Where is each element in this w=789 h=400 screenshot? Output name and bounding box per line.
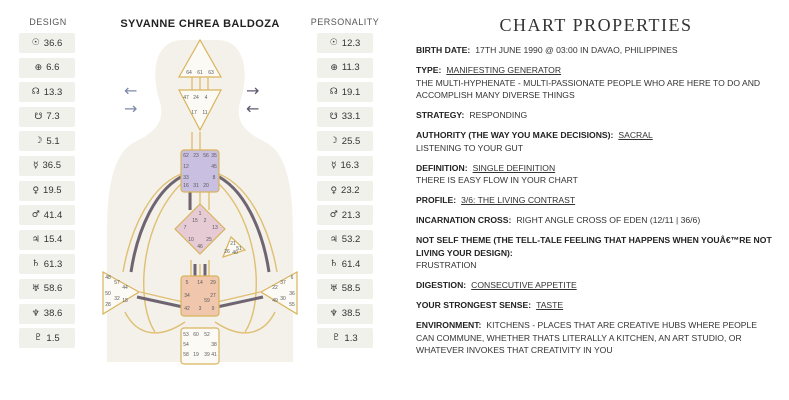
gate-number: 35 (211, 153, 217, 159)
property-link[interactable]: TASTE (536, 300, 564, 310)
gate-number: 36 (289, 291, 295, 297)
gate-number: 57 (114, 280, 120, 286)
planet-gate-value: 38.6 (43, 308, 63, 320)
planet-row (317, 230, 373, 250)
gate-number: 10 (188, 237, 194, 243)
uranus-icon: ♅ (31, 283, 40, 294)
planet-gate-value: 7.3 (46, 111, 60, 123)
planet-gate-value: 41.4 (43, 209, 63, 221)
property-label: DIGESTION: (416, 280, 467, 290)
sun-icon: ☉ (31, 38, 40, 48)
planet-gate-value: 5.1 (46, 135, 60, 147)
gate-number: 6 (290, 275, 294, 281)
property-label: ENVIRONMENT: (416, 320, 482, 330)
planet-gate-value: 33.1 (341, 111, 361, 123)
property-description: LISTENING TO YOUR GUT (416, 142, 523, 153)
planet-row (19, 33, 75, 53)
planet-gate-value: 58.5 (341, 283, 361, 295)
gate-number: 54 (183, 342, 189, 348)
property-link[interactable]: CONSECUTIVE APPETITE (471, 280, 577, 290)
chart-properties-title: CHART PROPERTIES (499, 15, 693, 35)
jupiter-icon: ♃ (329, 234, 338, 245)
gate-number: 8 (212, 175, 216, 181)
planet-gate-value: 16.3 (340, 160, 360, 172)
planet-gate-value: 53.2 (341, 234, 361, 246)
gate-number: 26 (224, 249, 230, 255)
planet-row (317, 107, 373, 127)
gate-number: 47 (183, 95, 189, 101)
property-row (416, 64, 776, 102)
planet-row (317, 156, 373, 176)
mercury-icon: ☿ (330, 160, 337, 171)
pluto-icon: ♇ (332, 333, 341, 344)
uranus-icon: ♅ (329, 283, 338, 294)
gate-number: 44 (122, 285, 128, 291)
planet-row (19, 230, 75, 250)
gate-number: 23 (193, 153, 199, 159)
planet-gate-value: 15.4 (43, 234, 63, 246)
gate-number: 33 (183, 175, 189, 181)
planet-gate-value: 19.5 (43, 185, 62, 197)
planet-row (317, 131, 373, 151)
planet-gate-value: 36.5 (42, 160, 62, 172)
saturn-icon: ♄ (329, 259, 338, 270)
personality-column-label: PERSONALITY (310, 17, 380, 27)
north-node-icon: ☊ (31, 87, 40, 98)
planet-row (317, 58, 373, 78)
arrow-left-icon: ← (124, 81, 138, 100)
gate-number: 21 (230, 241, 236, 247)
venus-icon: ♀ (330, 185, 338, 196)
planet-row (19, 181, 75, 201)
property-description: THERE IS EASY FLOW IN YOUR CHART (416, 175, 578, 185)
planet-gate-value: 21.3 (341, 209, 361, 221)
gate-number: 29 (210, 280, 216, 286)
gate-number: 40 (232, 250, 238, 256)
planet-gate-value: 1.3 (344, 332, 358, 344)
gate-number: 49 (272, 298, 278, 304)
gate-number: 12 (183, 164, 189, 170)
gate-number: 17 (191, 110, 197, 116)
design-column-label: DESIGN (29, 17, 67, 27)
property-row (416, 44, 776, 57)
planet-row (317, 33, 373, 53)
earth-icon: ⊕ (34, 62, 43, 73)
property-row (416, 299, 776, 312)
gate-number: 38 (211, 342, 217, 348)
planet-row (19, 131, 75, 151)
south-node-icon: ☋ (34, 111, 43, 122)
gate-number: 14 (197, 280, 203, 286)
gate-number: 45 (211, 164, 217, 170)
planet-row (19, 279, 75, 299)
earth-icon: ⊕ (330, 62, 338, 73)
planet-gate-value: 6.6 (46, 62, 60, 74)
property-label: INCARNATION CROSS: (416, 215, 512, 225)
gate-number: 51 (236, 246, 242, 252)
property-label: STRATEGY: (416, 110, 465, 120)
property-value: RESPONDING (469, 110, 528, 120)
planet-row (317, 181, 373, 201)
gate-number: 30 (280, 296, 286, 302)
property-link[interactable]: MANIFESTING GENERATOR (446, 65, 562, 75)
property-row (416, 162, 776, 187)
property-description: THE MULTI-HYPHENATE - MULTI-PASSIONATE PEOPLE WHO ARE HERE TO DO AND ACCOMPLISH MANY DIVERSE THINGS (416, 77, 761, 100)
planet-gate-value: 13.3 (43, 86, 63, 98)
gate-number: 11 (202, 110, 208, 116)
planet-row (19, 107, 75, 127)
gate-number: 32 (114, 296, 120, 302)
gate-number: 42 (184, 306, 190, 312)
gate-number: 20 (203, 183, 209, 189)
planet-gate-value: 1.5 (46, 332, 60, 344)
planet-row (317, 254, 373, 274)
gate-number: 15 (192, 218, 198, 224)
gate-number: 13 (212, 225, 218, 231)
gate-number: 52 (204, 332, 210, 338)
gate-number: 46 (197, 244, 203, 250)
chart-properties-list (416, 44, 776, 357)
gate-number: 19 (193, 352, 199, 358)
planet-row (317, 82, 373, 102)
south-node-icon: ☋ (329, 111, 338, 122)
north-node-icon: ☊ (329, 87, 338, 98)
gate-number: 3 (198, 306, 202, 312)
planet-row (317, 279, 373, 299)
jupiter-icon: ♃ (31, 234, 40, 245)
property-label: YOUR STRONGEST SENSE: (416, 300, 532, 310)
bodygraph-chart (95, 32, 305, 392)
neptune-icon: ♆ (329, 308, 338, 319)
mars-icon: ♂ (31, 210, 40, 221)
planet-gate-value: 11.3 (341, 62, 360, 74)
planet-row (19, 254, 75, 274)
gate-number: 48 (105, 275, 111, 281)
property-row (416, 234, 776, 272)
planet-gate-value: 23.2 (341, 185, 360, 197)
gate-number: 39 (204, 352, 210, 358)
moon-icon: ☽ (329, 136, 338, 147)
gate-number: 56 (203, 153, 209, 159)
property-label: NOT SELF THEME (THE TELL-TALE FEELING THAT HAPPENS WHEN YOUÂ€™RE NOT LIVING YOUR DESIGN): (416, 235, 772, 258)
planet-gate-value: 58.6 (43, 283, 63, 295)
gate-number: 60 (193, 332, 199, 338)
property-row (416, 214, 776, 227)
gate-number: 22 (272, 285, 278, 291)
gate-number: 18 (122, 298, 128, 304)
property-link[interactable]: SINGLE DEFINITION (472, 162, 556, 173)
property-row (416, 129, 776, 154)
gate-number: 61 (197, 70, 203, 76)
property-value: 17TH JUNE 1990 @ 03:00 IN DAVAO, PHILIPPINES (475, 45, 678, 55)
gate-number: 4 (204, 95, 208, 101)
arrow-right-icon: → (124, 99, 138, 118)
planet-gate-value: 36.6 (43, 37, 63, 49)
personality-planets-list (317, 33, 373, 353)
chart-properties-panel (416, 15, 776, 364)
planet-gate-value: 19.1 (341, 86, 361, 98)
planet-row (19, 304, 75, 324)
gate-number: 63 (208, 70, 214, 76)
property-label: AUTHORITY (THE WAY YOU MAKE DECISIONS): (416, 130, 614, 140)
planet-gate-value: 61.4 (341, 258, 361, 270)
gate-number: 16 (183, 183, 189, 189)
planet-row (19, 58, 75, 78)
gate-number: 9 (211, 306, 215, 312)
sun-icon: ☉ (329, 38, 338, 48)
property-label: PROFILE: (416, 195, 457, 205)
planet-row (317, 304, 373, 324)
planet-gate-value: 12.3 (341, 37, 361, 49)
gate-number: 58 (183, 352, 189, 358)
property-value: KITCHENS - PLACES THAT ARE CREATIVE HUBS WHERE PEOPLE CAN COMMUNE, WHETHER THATS LITERALLY A KITCHEN, AN ART STUDIO, OR WHATEVER INVOKES THAT CREATIVITY IN YOU (416, 320, 758, 355)
planet-row (317, 205, 373, 225)
gate-number: 7 (183, 225, 187, 231)
chart-owner-name: SYVANNE CHREA BALDOZA (120, 18, 280, 30)
planet-gate-value: 38.5 (341, 308, 361, 320)
gate-number: 37 (280, 280, 286, 286)
gate-number: 5 (185, 280, 189, 286)
gate-number: 27 (210, 293, 216, 299)
venus-icon: ♀ (32, 185, 40, 196)
property-link[interactable]: 3/6: THE LIVING CONTRAST (461, 195, 576, 205)
gate-number: 24 (193, 95, 199, 101)
property-row (416, 194, 776, 207)
gate-number: 55 (289, 302, 295, 308)
property-row (416, 109, 776, 122)
gate-number: 34 (184, 293, 190, 299)
property-label: TYPE: (416, 65, 442, 75)
arrow-right-icon: → (246, 81, 260, 100)
design-planets-list (19, 33, 75, 353)
gate-number: 62 (183, 153, 189, 159)
property-row (416, 279, 776, 292)
gate-number: 31 (193, 183, 199, 189)
neptune-icon: ♆ (31, 308, 40, 319)
pluto-icon: ♇ (34, 333, 43, 344)
planet-row (19, 156, 75, 176)
mars-icon: ♂ (329, 210, 338, 221)
gate-number: 2 (203, 218, 207, 224)
planet-gate-value: 61.3 (43, 258, 63, 270)
property-description: FRUSTRATION (416, 260, 477, 270)
planet-row (19, 82, 75, 102)
property-row (416, 319, 776, 357)
mercury-icon: ☿ (32, 160, 39, 171)
property-link[interactable]: SACRAL (618, 130, 653, 140)
gate-number: 41 (211, 352, 217, 358)
saturn-icon: ♄ (31, 259, 40, 270)
gate-number: 50 (105, 291, 111, 297)
planet-row (317, 328, 373, 348)
planet-row (19, 205, 75, 225)
gate-number: 64 (186, 70, 192, 76)
planet-row (19, 328, 75, 348)
gate-number: 59 (204, 298, 210, 304)
property-label: DEFINITION: (416, 162, 468, 173)
planet-gate-value: 25.5 (341, 135, 361, 147)
property-value: RIGHT ANGLE CROSS OF EDEN (12/11 | 36/6) (516, 215, 701, 225)
gate-number: 25 (206, 237, 212, 243)
gate-number: 1 (198, 211, 202, 217)
arrow-left-icon: ← (246, 99, 260, 118)
moon-icon: ☽ (34, 136, 43, 147)
gate-number: 53 (183, 332, 189, 338)
property-label: BIRTH DATE: (416, 45, 471, 55)
gate-number: 28 (105, 302, 111, 308)
